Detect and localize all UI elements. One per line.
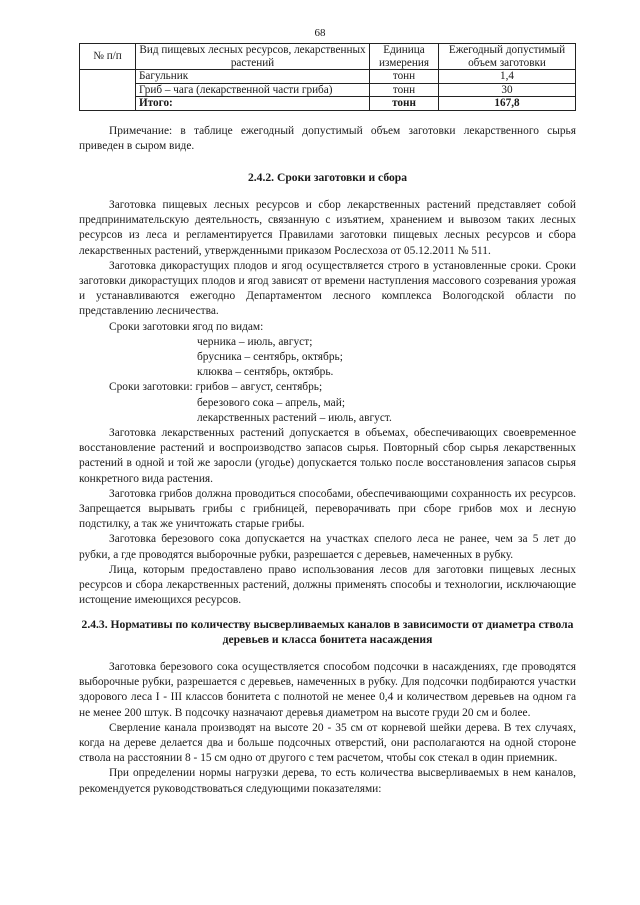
paragraph: Заготовка пищевых лесных ресурсов и сбор лекарственных растений представляет собой предпринимательскую деятельность, связанную с изъятием, хранением и вывозом таких лесных ресурсов из леса и регламентируется Правилами заготовки пищевых лесных ресурсов и сбора лекарственных растений, утвержденными приказом Рослесхоза от 05.12.2011 № 511. xyxy=(79,199,576,257)
total-volume: 167,8 xyxy=(439,97,576,111)
list-item: лекарственных растений – июль, август. xyxy=(197,411,392,424)
section-242-title: 2.4.2. Сроки заготовки и сбора xyxy=(247,171,408,184)
total-unit: тонн xyxy=(370,97,439,111)
section-243-body xyxy=(79,660,576,797)
row-volume: 30 xyxy=(439,83,576,97)
berries-intro: Сроки заготовки ягод по видам: xyxy=(109,320,264,333)
list-item: брусника – сентябрь, октябрь; xyxy=(197,351,343,364)
row-name: Багульник xyxy=(136,70,370,84)
paragraph: Заготовка березового сока осуществляется способом подсочки в насаждениях, где проводятся выборочные рубки, разрешается с деревьев, намеченных в рубку. Для подсочки подбираются участки здорового леса I - III классов бонитета с полнотой не менее 0,4 и количеством деревьев на одном га не менее 200 штук. В подсочку назначают деревья диаметром на высоте груди 20 см и более. xyxy=(79,661,576,719)
paragraph: Заготовка березового сока допускается на участках спелого леса не ранее, чем за 5 лет до рубки, а где проводятся выборочные рубки, разрешается с деревьев, намеченных в рубку. xyxy=(79,533,576,561)
paragraph: Лица, которым предоставлено право использования лесов для заготовки пищевых лесных ресурсов и сбора лекарственных растений, должны применять способы и технологии, исключающие истощение имеющихся ресурсов. xyxy=(79,563,576,607)
row-name: Гриб – чага (лекарственной части гриба) xyxy=(136,83,370,97)
other-intro: Сроки заготовки: грибов – август, сентябрь; xyxy=(109,381,323,394)
row-unit: тонн xyxy=(370,70,439,84)
paragraph: Сверление канала производят на высоте 20 - 35 см от корневой шейки дерева. В тех случаях, когда на дереве делается два и больше подсочных отверстий, они располагаются на одной стороне ствола на расстоянии 8 - 15 см одно от другого с тем расчетом, чтобы сок стекал в один приемник. xyxy=(79,721,576,765)
page-number: 68 xyxy=(314,27,326,39)
row-unit: тонн xyxy=(370,83,439,97)
row-volume: 1,4 xyxy=(439,70,576,84)
header-volume: Ежегодный допустимый объем заготовки xyxy=(439,44,576,70)
table-row xyxy=(80,70,576,84)
list-item: березового сока – апрель, май; xyxy=(197,396,345,409)
header-name: Вид пищевых лесных ресурсов, лекарственных растений xyxy=(136,44,370,70)
total-label: Итого: xyxy=(136,97,370,111)
list-item: черника – июль, август; xyxy=(197,335,313,348)
list-item: клюква – сентябрь, октябрь. xyxy=(197,366,334,379)
header-unit: Единица измерения xyxy=(370,44,439,70)
table-total-row xyxy=(80,97,576,111)
paragraph: Заготовка лекарственных растений допускается в объемах, обеспечивающих своевременное восстановление растений и воспроизводство запасов сырья. Повторный сбор сырья лекарственных растений в одной и той же заросли (угодье) допускается только после восстановления запасов сырья конкретного вида растения. xyxy=(79,427,576,485)
row-num-cell xyxy=(80,70,136,111)
header-num: № п/п xyxy=(80,44,136,70)
table-header-row xyxy=(80,44,576,70)
paragraph: Заготовка грибов должна проводиться способами, обеспечивающими сохранность их ресурсов. Запрещается вырывать грибы с грибницей, переворачивать при сборе грибов мох и лесную подстилку, а так же уничтожать старые грибы. xyxy=(79,487,576,531)
resources-table xyxy=(79,43,576,111)
table-note: Примечание: в таблице ежегодный допустимый объем заготовки лекарственного сырья приведен в сыром виде. xyxy=(79,125,576,153)
table-row xyxy=(80,83,576,97)
section-243-title: 2.4.3. Нормативы по количеству высверливаемых каналов в зависимости от диаметра ствола деревьев и класса бонитета насаждения xyxy=(81,618,574,647)
section-242-body xyxy=(79,198,576,608)
paragraph: Заготовка дикорастущих плодов и ягод осуществляется строго в установленные сроки. Сроки заготовки дикорастущих плодов и ягод зависят от времени наступления массового созревания урожая и устанавливаются ежегодно Департаментом лесного комплекса Вологодской области по представлению лесничества. xyxy=(79,259,576,318)
paragraph: При определении нормы нагрузки дерева, то есть количества высверливаемых в нем каналов, рекомендуется руководствоваться следующими показателями: xyxy=(79,767,576,795)
table-note-block xyxy=(79,124,576,154)
